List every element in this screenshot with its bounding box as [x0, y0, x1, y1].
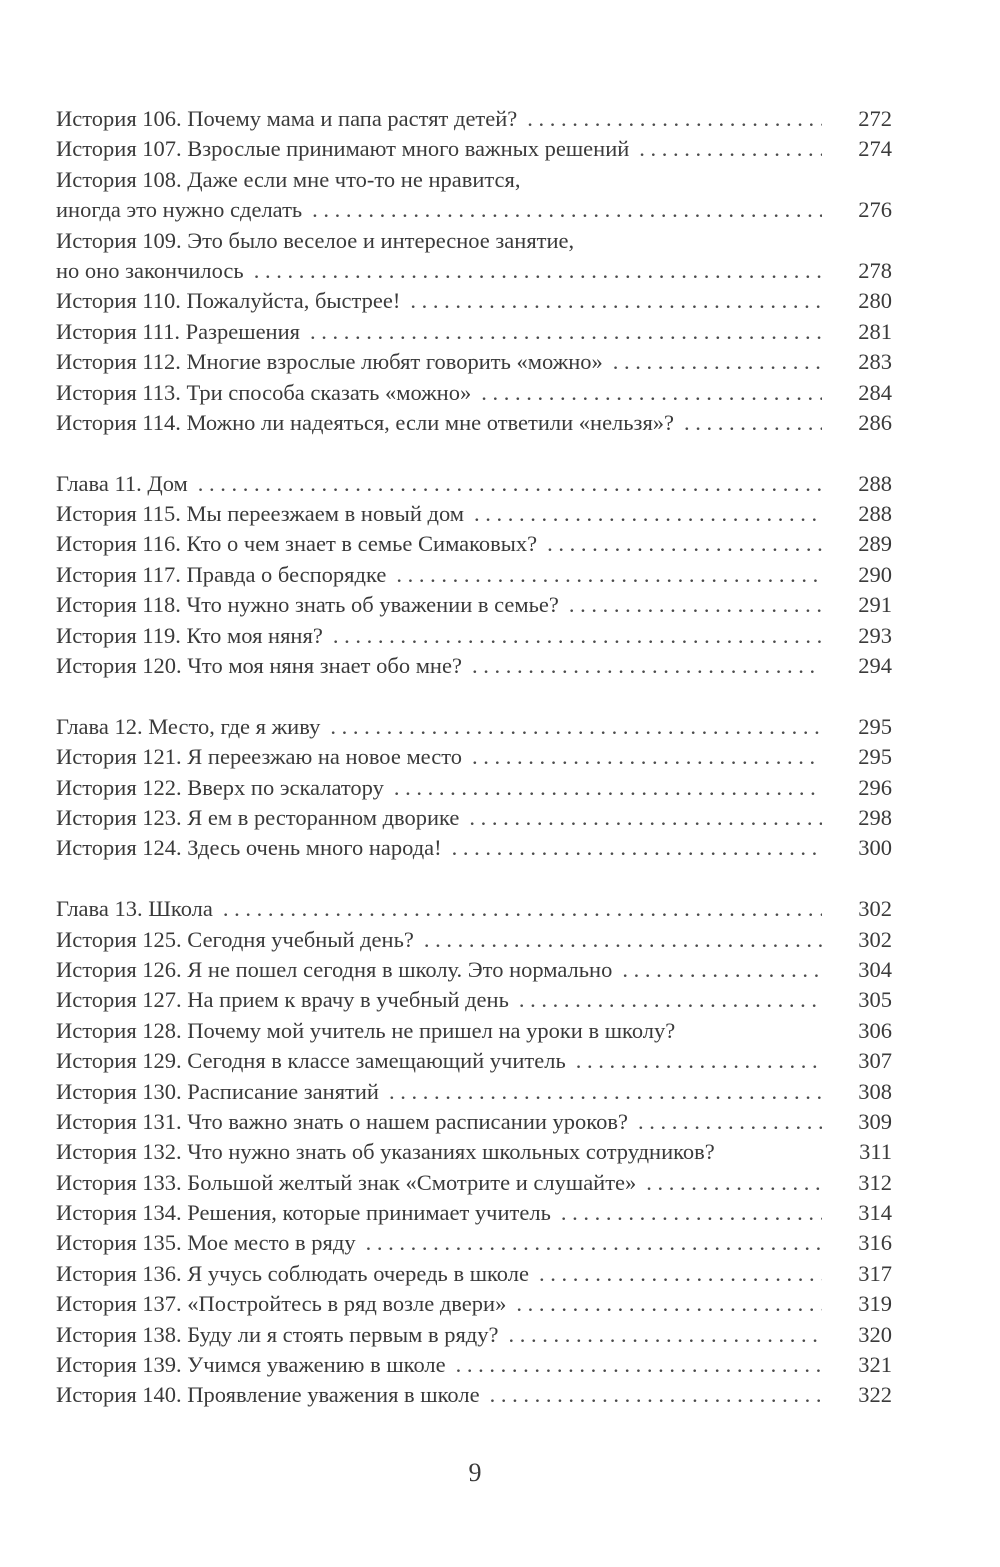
page-number: 9 — [468, 1458, 482, 1487]
toc-page-number: 298 — [858, 804, 892, 830]
toc-page-number: 307 — [858, 1048, 892, 1074]
toc-page-number: 320 — [858, 1321, 892, 1347]
toc-leader-dots — [516, 1289, 822, 1319]
toc-entry-title: История 115. Мы переезжаем в новый дом — [56, 501, 465, 527]
toc-page-number: 276 — [858, 197, 892, 223]
toc-entry-line — [56, 1228, 892, 1258]
toc-entry-title: История 130. Расписание занятий — [56, 1078, 379, 1104]
toc-entry-line — [56, 1289, 892, 1319]
toc-page-number: 322 — [858, 1382, 892, 1408]
toc-page-number: 300 — [858, 835, 892, 861]
toc-entry-title: История 108. Даже если мне что-то не нравится, — [56, 166, 521, 192]
toc-leader-dots — [639, 134, 822, 164]
toc-section — [56, 712, 892, 864]
toc-leader-dots — [472, 651, 822, 681]
toc-entry-line — [56, 1198, 892, 1228]
toc-page-number: 272 — [858, 106, 892, 131]
toc-page-number: 295 — [858, 744, 892, 770]
toc-leader-dots — [638, 1107, 822, 1137]
toc-page-number: 312 — [858, 1169, 892, 1195]
toc-leader-dots — [490, 1380, 822, 1410]
toc-page-number: 274 — [858, 136, 892, 162]
toc-entry-line — [56, 408, 892, 438]
toc-leader-dots — [223, 894, 822, 924]
toc-entry-title: История 131. Что важно знать о нашем расписании уроков? — [56, 1108, 628, 1134]
toc-entry-title: История 122. Вверх по эскалатору — [56, 774, 384, 800]
toc-entry-line — [56, 803, 892, 833]
toc-entry-title: История 124. Здесь очень много народа! — [56, 835, 442, 861]
toc-entry-line — [56, 317, 892, 347]
toc-leader-dots — [310, 317, 822, 347]
toc-leader-dots — [330, 712, 822, 742]
toc-leader-dots — [254, 256, 822, 286]
toc-leader-dots — [561, 1198, 822, 1228]
toc-entry-title: История 110. Пожалуйста, быстрее! — [56, 288, 401, 314]
toc-page-number: 289 — [858, 531, 892, 557]
toc-entry-line — [56, 560, 892, 590]
toc-leader-dots — [519, 985, 822, 1015]
toc-section — [56, 469, 892, 682]
toc-leader-dots — [474, 499, 822, 529]
toc-entry-line — [56, 1168, 892, 1198]
toc-page-number: 294 — [858, 653, 892, 679]
toc-leader-dots — [646, 1168, 822, 1198]
toc-leader-dots — [472, 742, 822, 772]
toc-entry-title: но оно закончилось — [56, 257, 244, 283]
toc-entry-title: История 119. Кто моя няня? — [56, 622, 323, 648]
toc-page-number: 317 — [858, 1260, 892, 1286]
toc-entry-title: Глава 11. Дом — [56, 470, 188, 496]
toc-entry-line — [56, 773, 892, 803]
toc-entry-title: История 139. Учимся уважению в школе — [56, 1352, 446, 1378]
toc-entry-title: История 128. Почему мой учитель не пришел на уроки в школу? — [56, 1017, 676, 1043]
toc-entry-title: История 120. Что моя няня знает обо мне? — [56, 653, 462, 679]
toc-leader-dots — [613, 347, 822, 377]
toc-page-number: 314 — [858, 1200, 892, 1226]
toc-entry-title: Глава 13. Школа — [56, 896, 213, 922]
toc-entry-line — [56, 1350, 892, 1380]
toc-page-number: 311 — [859, 1139, 892, 1165]
toc-entry-title: История 127. На прием к врачу в учебный день — [56, 987, 509, 1013]
toc-entry-title: История 113. Три способа сказать «можно» — [56, 379, 472, 405]
toc-page-number: 319 — [858, 1291, 892, 1317]
toc-entry-line — [56, 590, 892, 620]
toc-entry-title: иногда это нужно сделать — [56, 197, 303, 223]
toc-entry-line — [56, 651, 892, 681]
toc-leader-dots — [198, 469, 822, 499]
toc-page-number: 316 — [858, 1230, 892, 1256]
toc-entry-title: История 109. Это было веселое и интересное занятие, — [56, 227, 575, 253]
toc-entry-line — [56, 833, 892, 863]
toc-page-number: 288 — [858, 470, 892, 496]
toc-leader-dots — [469, 803, 822, 833]
toc-leader-dots — [333, 621, 822, 651]
toc-entry-line — [56, 1046, 892, 1076]
toc-entry-title: История 136. Я учусь соблюдать очередь в школе — [56, 1260, 529, 1286]
toc-entry-title: История 117. Правда о беспорядке — [56, 561, 387, 587]
toc-entry-line — [56, 925, 892, 955]
toc-entry-title: История 123. Я ем в ресторанном дворике — [56, 804, 460, 830]
toc-entry-line — [56, 712, 892, 742]
toc-leader-dots — [481, 378, 822, 408]
toc-entry-title: История 134. Решения, которые принимает учитель — [56, 1200, 551, 1226]
toc-page-number: 291 — [858, 592, 892, 618]
toc-page-number: 296 — [858, 774, 892, 800]
toc-entry-line — [56, 742, 892, 772]
toc-leader-dots — [547, 529, 822, 559]
toc-entry-title: История 111. Разрешения — [56, 318, 300, 344]
toc-section — [56, 104, 892, 438]
toc-entry-line — [56, 195, 892, 225]
toc-leader-dots — [622, 955, 822, 985]
toc-entry-title: История 135. Мое место в ряду — [56, 1230, 356, 1256]
toc-leader-dots — [366, 1228, 822, 1258]
toc-entry-line — [56, 256, 892, 286]
toc-entry-line — [56, 165, 892, 195]
toc-page-number: 302 — [858, 896, 892, 922]
toc-entry-line — [56, 894, 892, 924]
toc-entry-line — [56, 104, 892, 134]
toc-page-number: 288 — [858, 501, 892, 527]
toc-leader-dots — [452, 833, 822, 863]
toc-entry-title: История 133. Большой желтый знак «Смотрите и слушайте» — [56, 1169, 637, 1195]
toc-entry-line — [56, 985, 892, 1015]
toc-page-number: 305 — [858, 987, 892, 1013]
toc-leader-dots — [569, 590, 822, 620]
toc-leader-dots — [539, 1259, 822, 1289]
toc-entry-title: Глава 12. Место, где я живу — [56, 713, 321, 739]
toc-leader-dots — [394, 773, 822, 803]
toc-entry-line — [56, 1107, 892, 1137]
toc-entry-line — [56, 1259, 892, 1289]
toc-entry-title: История 126. Я не пошел сегодня в школу. Это нормально — [56, 956, 613, 982]
toc-leader-dots — [456, 1350, 822, 1380]
toc-page-number: 281 — [858, 318, 892, 344]
toc-entry-title: История 106. Почему мама и папа растят детей? — [56, 106, 518, 131]
toc-leader-dots — [527, 104, 822, 134]
toc-entry-line — [56, 1077, 892, 1107]
toc-entry-line — [56, 226, 892, 256]
toc-page-number: 306 — [858, 1017, 892, 1043]
toc-entry-line — [56, 1016, 892, 1046]
toc-leader-dots — [312, 195, 822, 225]
toc-entry-title: История 118. Что нужно знать об уважении в семье? — [56, 592, 559, 618]
toc-page-number: 290 — [858, 561, 892, 587]
toc-page-number: 280 — [858, 288, 892, 314]
toc-entry-title: История 129. Сегодня в классе замещающий учитель — [56, 1048, 566, 1074]
toc-page-number: 302 — [858, 926, 892, 952]
toc-entry-title: История 138. Буду ли я стоять первым в ряду? — [56, 1321, 499, 1347]
toc-entry-title: История 116. Кто о чем знает в семье Симаковых? — [56, 531, 538, 557]
toc-leader-dots — [509, 1320, 823, 1350]
toc-section — [56, 894, 892, 1411]
table-of-contents — [56, 104, 892, 1441]
toc-entry-line — [56, 621, 892, 651]
toc-page-number: 286 — [858, 409, 892, 435]
toc-entry-line — [56, 1137, 892, 1167]
toc-page-number: 304 — [858, 956, 892, 982]
toc-leader-dots — [396, 560, 822, 590]
toc-entry-line — [56, 529, 892, 559]
toc-entry-line — [56, 286, 892, 316]
toc-page-number: 284 — [858, 379, 892, 405]
toc-leader-dots — [424, 925, 822, 955]
toc-entry-title: История 121. Я переезжаю на новое место — [56, 744, 462, 770]
toc-entry-line — [56, 347, 892, 377]
toc-leader-dots — [576, 1046, 822, 1076]
toc-entry-line — [56, 955, 892, 985]
toc-entry-title: История 137. «Постройтесь в ряд возле двери» — [56, 1291, 507, 1317]
toc-page-number: 293 — [858, 622, 892, 648]
toc-leader-dots — [389, 1077, 822, 1107]
toc-entry-line — [56, 1320, 892, 1350]
toc-page-number: 278 — [858, 257, 892, 283]
toc-entry-line — [56, 378, 892, 408]
toc-entry-line — [56, 499, 892, 529]
toc-entry-line — [56, 469, 892, 499]
toc-entry-title: История 132. Что нужно знать об указаниях школьных сотрудников? — [56, 1139, 715, 1165]
toc-entry-title: История 140. Проявление уважения в школе — [56, 1382, 480, 1408]
toc-leader-dots — [684, 408, 822, 438]
toc-page-number: 283 — [858, 349, 892, 375]
toc-entry-line — [56, 134, 892, 164]
toc-page-number: 295 — [858, 713, 892, 739]
toc-page-number: 308 — [858, 1078, 892, 1104]
toc-entry-line — [56, 1380, 892, 1410]
toc-entry-title: История 125. Сегодня учебный день? — [56, 926, 414, 952]
toc-entry-title: История 114. Можно ли надеяться, если мне ответили «нельзя»? — [56, 409, 675, 435]
toc-entry-title: История 107. Взрослые принимают много важных решений — [56, 136, 630, 162]
toc-page-number: 309 — [858, 1108, 892, 1134]
toc-entry-title: История 112. Многие взрослые любят говорить «можно» — [56, 349, 603, 375]
toc-leader-dots — [410, 286, 822, 316]
toc-page-number: 321 — [858, 1352, 892, 1378]
